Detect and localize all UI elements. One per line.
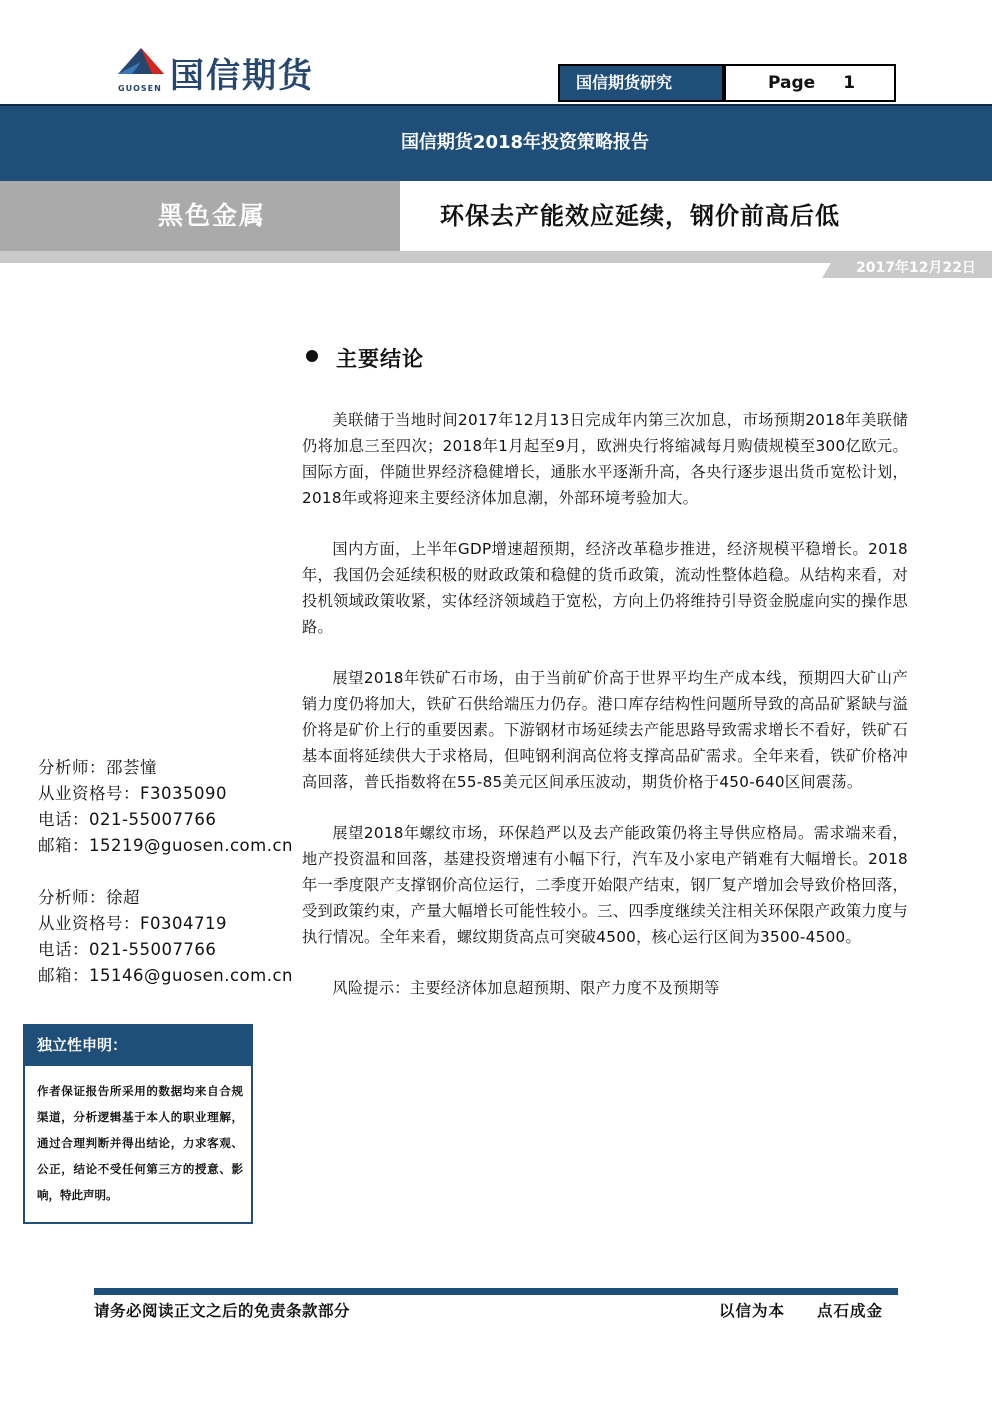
- analyst-card: [38, 885, 293, 989]
- analyst-license: 从业资格号：F3035090: [38, 784, 227, 803]
- report-title: 国信期货2018年投资策略报告: [400, 132, 650, 153]
- page-number: 1: [843, 73, 856, 93]
- page-label: Page: [768, 73, 816, 93]
- slogan-1: 以信为本: [719, 1302, 786, 1320]
- footer-slogan: [719, 1299, 883, 1321]
- footer-rule: [94, 1288, 898, 1295]
- company-logo: [112, 44, 352, 98]
- report-headline: 环保去产能效应延续，钢价前高后低: [440, 202, 840, 230]
- independence-statement: [23, 1024, 253, 1224]
- paragraph: 展望2018年铁矿石市场，由于当前矿价高于世界平均生产成本线，预期四大矿山产销力度仍将加大，铁矿石供给端压力仍存。港口库存结构性问题所导致的高品矿紧缺与溢价将是矿价上行的重要因素。下游钢材市场延续去产能思路导致需求增长不看好，铁矿石基本面将延续供大于求格局，但吨钢利润高位将支撑高品矿需求。全年来看，铁矿价格冲高回落，普氏指数将在55-85美元区间承压波动，期货价格于450-640区间震荡。: [302, 669, 908, 791]
- analyst-phone: 电话：021-55007766: [38, 810, 217, 829]
- analyst-card: [38, 755, 293, 859]
- paragraph: 国内方面，上半年GDP增速超预期，经济改革稳步推进，经济规模平稳增长。2018年，我国仍会延续积极的财政政策和稳健的货币政策，流动性整体趋稳。从结构来看，对投机领域政策收紧，实体经济领域趋于宽松，方向上仍将维持引导资金脱虚向实的操作思路。: [302, 540, 908, 636]
- analyst-name: 分析师：邵荟憧: [38, 758, 157, 777]
- sector-label: 黑色金属: [0, 181, 400, 251]
- bullet-icon: [306, 350, 318, 362]
- main-body: [302, 407, 908, 1026]
- analyst-license: 从业资格号：F0304719: [38, 914, 227, 933]
- analyst-email: 邮箱：15219@guosen.com.cn: [38, 836, 293, 855]
- report-date: 2017年12月22日: [856, 260, 976, 276]
- risk-note: 风险提示：主要经济体加息超预期、限产力度不及预期等: [332, 979, 720, 997]
- slogan-2: 点石成金: [817, 1302, 884, 1320]
- logo-subtext: GUOSEN: [118, 84, 162, 93]
- analyst-email: 邮箱：15146@guosen.com.cn: [38, 966, 293, 985]
- page-indicator: [724, 64, 896, 102]
- research-label: 国信期货研究: [558, 64, 724, 102]
- paragraph: 展望2018年螺纹市场，环保趋严以及去产能政策仍将主导供应格局。需求端来看，地产投资温和回落，基建投资增速有小幅下行，汽车及小家电产销难有大幅增长。2018年一季度限产支撑钢价高位运行，二季度开始限产结束，钢厂复产增加会导致价格回落，受到政策约束，产量大幅增长可能性较小。三、四季度继续关注相关环保限产政策力度与执行情况。全年来看，螺纹期货高点可突破4500，核心运行区间为3500-4500。: [302, 824, 908, 946]
- analyst-name: 分析师：徐超: [38, 888, 140, 907]
- section-title: 主要结论: [336, 347, 424, 371]
- logo-text: 国信期货: [170, 56, 314, 96]
- analyst-phone: 电话：021-55007766: [38, 940, 217, 959]
- disclaimer-note: 请务必阅读正文之后的免责条款部分: [94, 1302, 351, 1320]
- independence-title: 独立性申明：: [25, 1026, 251, 1066]
- independence-text: 作者保证报告所采用的数据均来自合规渠道，分析逻辑基于本人的职业理解，通过合理判断并得出结论，力求客观、公正，结论不受任何第三方的授意、影响，特此声明。: [37, 1084, 243, 1202]
- paragraph: 美联储于当地时间2017年12月13日完成年内第三次加息，市场预期2018年美联储仍将加息三至四次；2018年1月起至9月，欧洲央行将缩减每月购债规模至300亿欧元。国际方面，伴随世界经济稳健增长，通胀水平逐渐升高，各央行逐步退出货币宽松计划，2018年或将迎来主要经济体加息潮，外部环境考验加大。: [302, 411, 908, 507]
